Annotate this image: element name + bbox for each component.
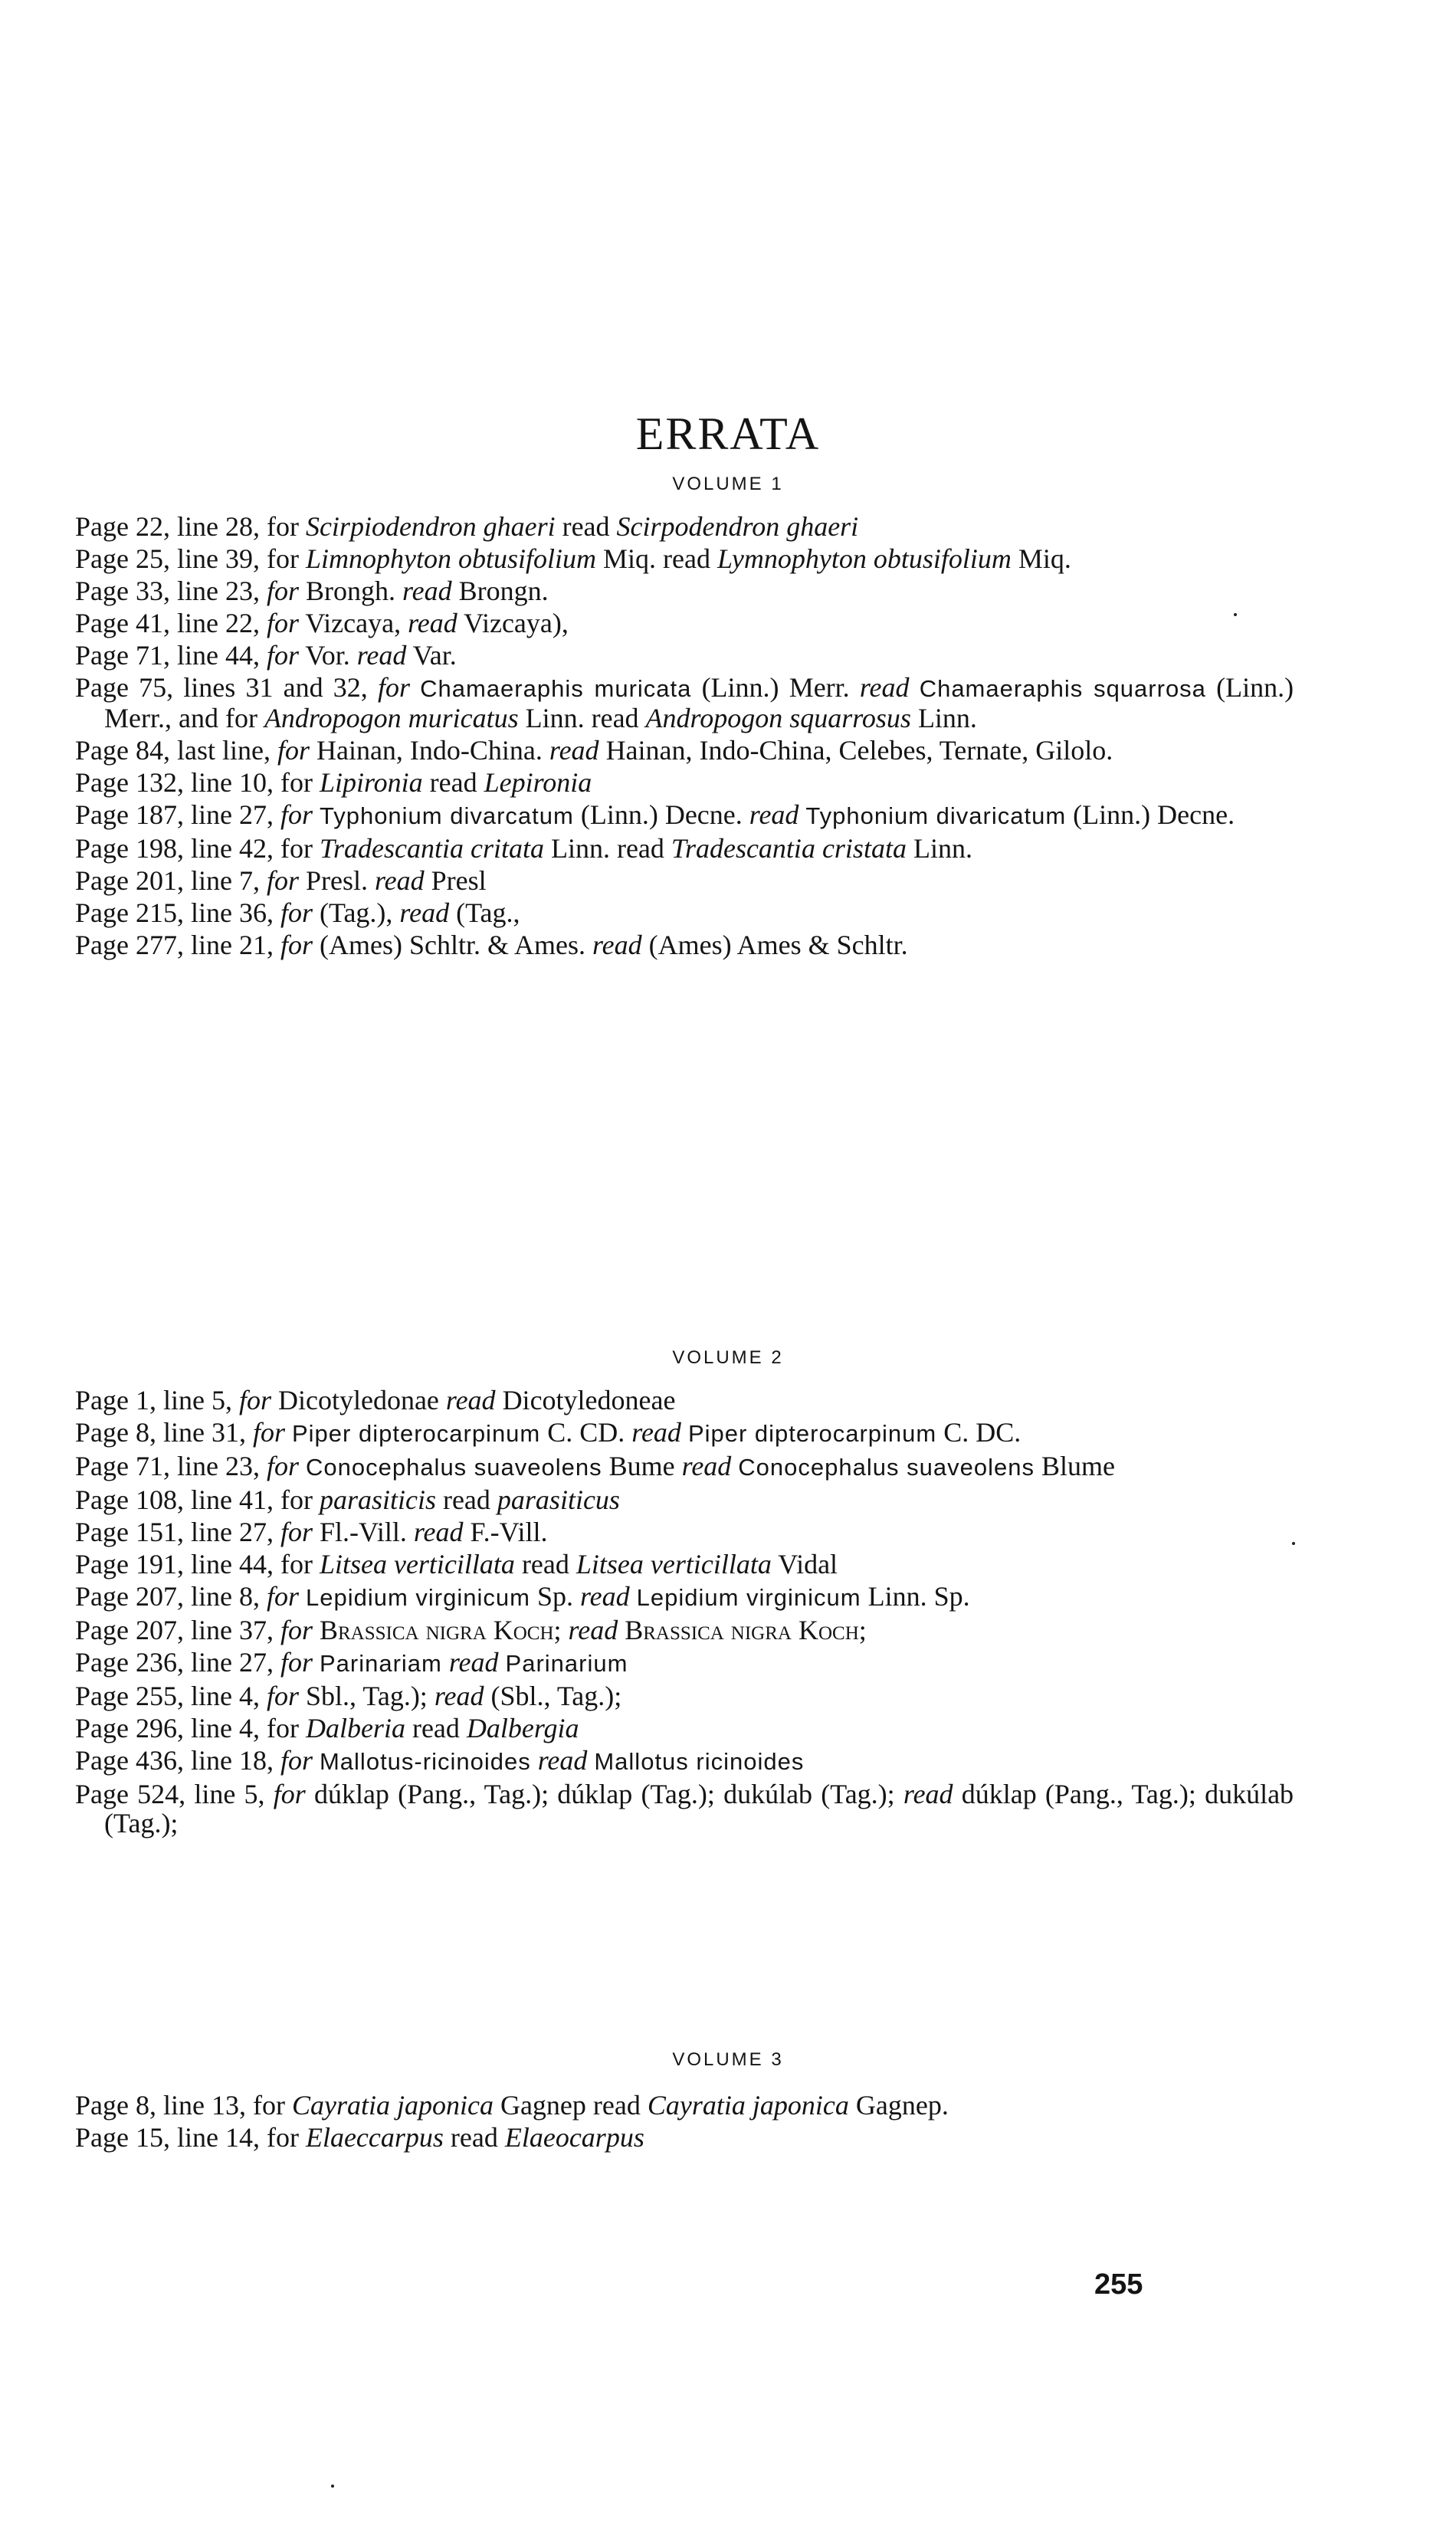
volume-heading-2: VOLUME 2 <box>672 1347 784 1368</box>
erratum-entry: Page 524, line 5, for dúklap (Pang., Tag.); dúklap (Tag.); dukúlab (Tag.); read dúklap (Pang., Tag.); dukúlab (Tag.); <box>75 1779 1294 1839</box>
erratum-entry: Page 108, line 41, for parasiticis read parasiticus <box>75 1484 620 1515</box>
volume-heading-3: VOLUME 3 <box>672 2049 784 2070</box>
erratum-entry: Page 236, line 27, for Parinariam read Parinarium <box>75 1647 628 1678</box>
erratum-entry: Page 1, line 5, for Dicotyledonae read Dicotyledoneae <box>75 1385 676 1415</box>
erratum-entry: Page 71, line 23, for Conocephalus suaveolens Bume read Conocephalus suaveolens Blume <box>75 1451 1115 1481</box>
erratum-entry: Page 8, line 31, for Piper dipterocarpinum C. CD. read Piper dipterocarpinum C. DC. <box>75 1417 1021 1448</box>
erratum-entry: Page 41, line 22, for Vizcaya, read Vizcaya), <box>75 608 569 638</box>
page-title: ERRATA <box>635 408 821 459</box>
erratum-entry: Page 255, line 4, for Sbl., Tag.); read (Sbl., Tag.); <box>75 1681 622 1711</box>
volume-1-entries <box>75 512 1294 963</box>
erratum-entry: Page 71, line 44, for Vor. read Var. <box>75 640 457 671</box>
erratum-entry: Page 8, line 13, for Cayratia japonica Gagnep read Cayratia japonica Gagnep. <box>75 2090 949 2121</box>
erratum-entry: Page 207, line 8, for Lepidium virginicum Sp. read Lepidium virginicum Linn. Sp. <box>75 1581 970 1612</box>
erratum-entry: Page 207, line 37, for Brassica nigra Koch; read Brassica nigra Koch; <box>75 1615 867 1645</box>
erratum-entry: Page 151, line 27, for Fl.-Vill. read F.-Vill. <box>75 1517 548 1547</box>
erratum-entry: Page 15, line 14, for Elaeccarpus read Elaeocarpus <box>75 2122 644 2153</box>
erratum-entry: Page 187, line 27, for Typhonium divarcatum (Linn.) Decne. read Typhonium divaricatum (Linn.) Decne. <box>75 799 1235 830</box>
page-number: 255 <box>1094 2268 1143 2301</box>
erratum-entry: Page 191, line 44, for Litsea verticillata read Litsea verticillata Vidal <box>75 1549 838 1579</box>
erratum-entry: Page 198, line 42, for Tradescantia critata Linn. read Tradescantia cristata Linn. <box>75 833 972 864</box>
erratum-entry: Page 22, line 28, for Scirpiodendron ghaeri read Scirpodendron ghaeri <box>75 511 859 542</box>
erratum-entry: Page 84, last line, for Hainan, Indo-China. read Hainan, Indo-China, Celebes, Ternate, Gilolo. <box>75 735 1113 766</box>
volume-3-entries <box>75 2091 1294 2155</box>
erratum-entry: Page 33, line 23, for Brongh. read Brongn. <box>75 576 549 606</box>
volume-heading-1: VOLUME 1 <box>672 474 784 494</box>
erratum-entry: Page 215, line 36, for (Tag.), read (Tag., <box>75 897 520 928</box>
erratum-entry: Page 132, line 10, for Lipironia read Lepironia <box>75 767 592 798</box>
erratum-entry: Page 201, line 7, for Presl. read Presl <box>75 865 487 896</box>
scan-speck <box>1234 613 1237 616</box>
erratum-entry: Page 75, lines 31 and 32, for Chamaeraphis muricata (Linn.) Merr. read Chamaeraphis squarrosa (Linn.) Merr., and for Andropogon muricatus Linn. read Andropogon squarrosus Linn. <box>75 672 1294 733</box>
erratum-entry: Page 436, line 18, for Mallotus-ricinoides read Mallotus ricinoides <box>75 1745 805 1776</box>
erratum-entry: Page 296, line 4, for Dalberia read Dalbergia <box>75 1713 579 1743</box>
erratum-entry: Page 25, line 39, for Limnophyton obtusifolium Miq. read Lymnophyton obtusifolium Miq. <box>75 543 1071 574</box>
scan-speck <box>331 2485 334 2488</box>
scan-speck <box>1292 1542 1295 1545</box>
erratum-entry: Page 277, line 21, for (Ames) Schltr. & Ames. read (Ames) Ames & Schltr. <box>75 930 908 960</box>
volume-2-entries <box>75 1386 1294 1841</box>
